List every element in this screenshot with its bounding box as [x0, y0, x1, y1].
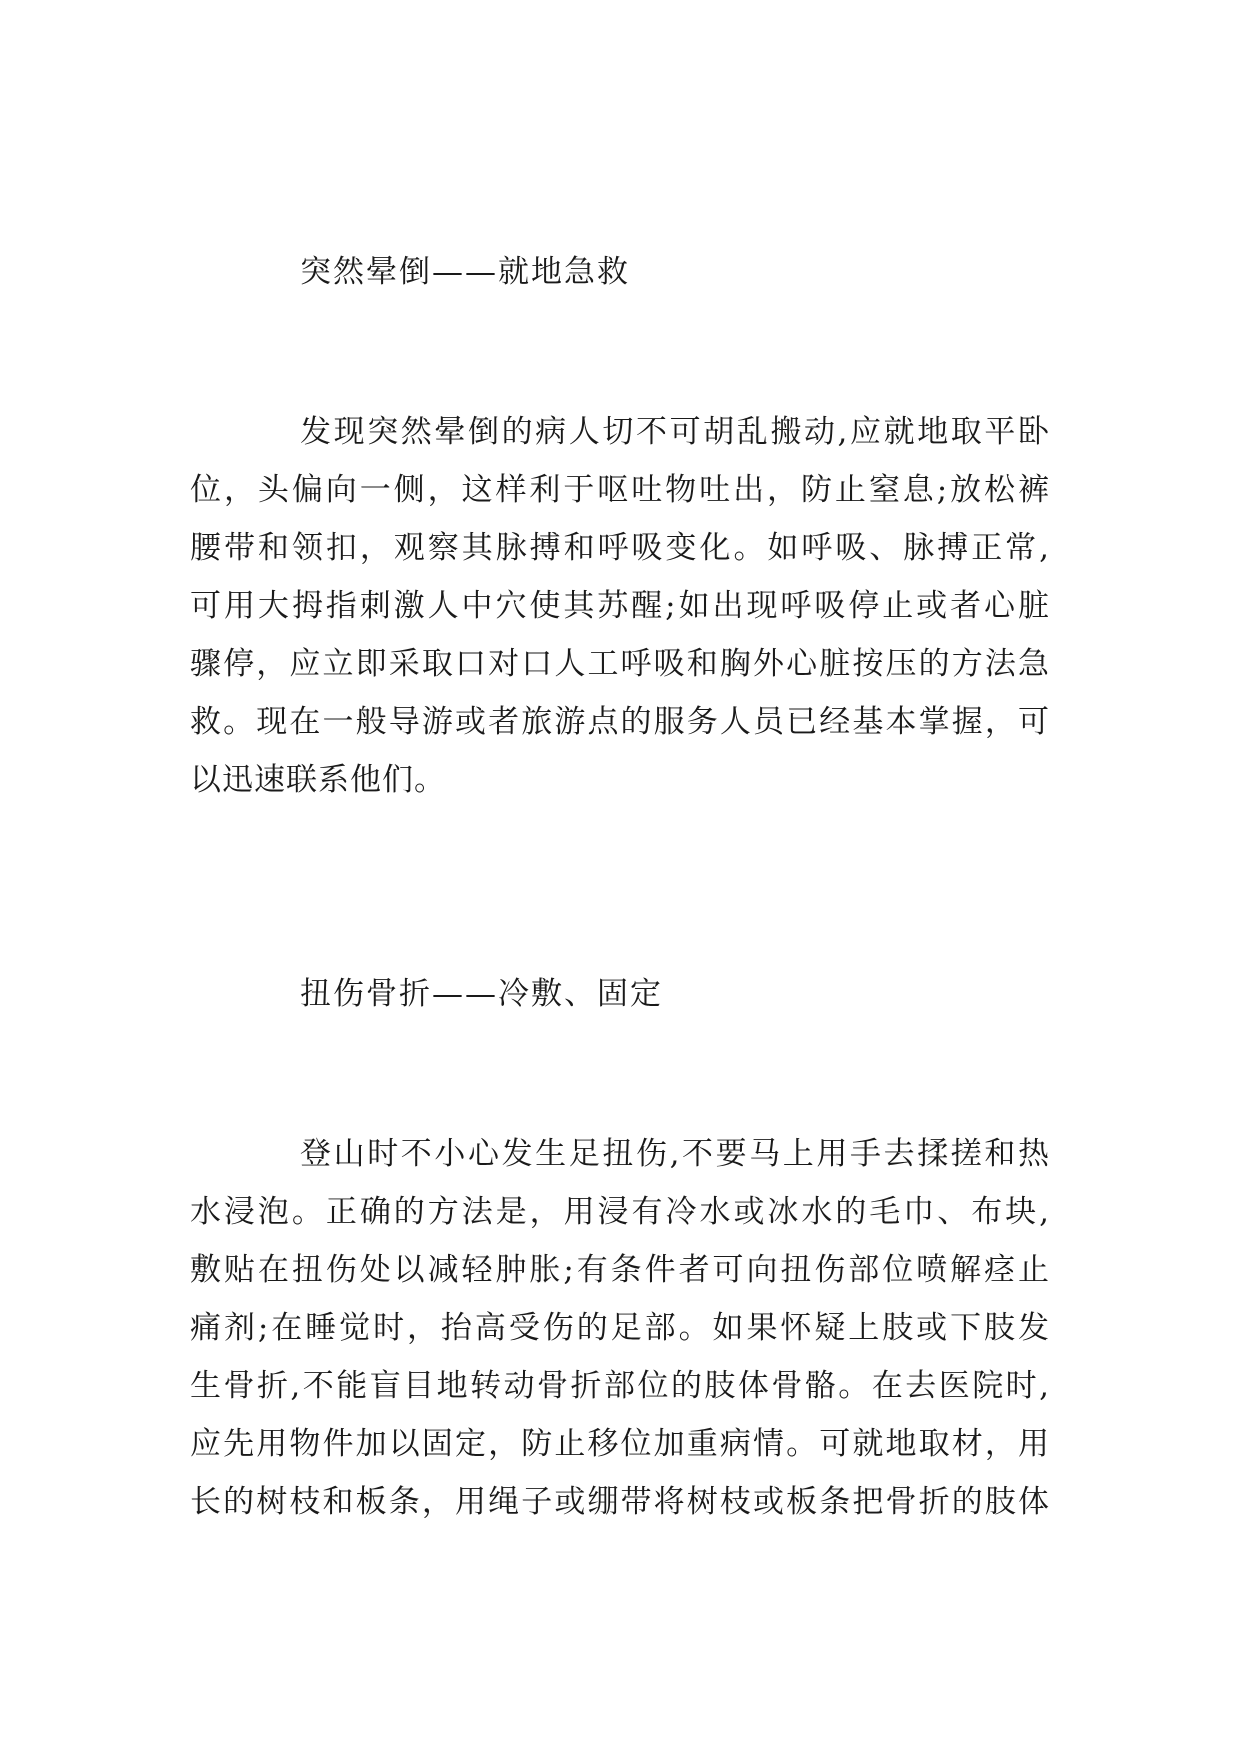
- paragraph-line: 生骨折,不能盲目地转动骨折部位的肢体骨骼。在去医院时,: [190, 1368, 1050, 1404]
- paragraph-line: 水浸泡。正确的方法是，用浸有冷水或冰水的毛巾、布块,: [190, 1194, 1050, 1230]
- section-heading-fainting: 突然晕倒——就地急救: [300, 254, 630, 290]
- section-heading-sprain-fracture: 扭伤骨折——冷敷、固定: [300, 976, 663, 1012]
- paragraph-line: 以迅速联系他们。: [190, 762, 446, 798]
- paragraph-sprain-fracture: [190, 1125, 1050, 1531]
- paragraph-line: 位，头偏向一侧，这样利于呕吐物吐出，防止窒息;放松裤: [190, 472, 1050, 508]
- paragraph-line: 发现突然晕倒的病人切不可胡乱搬动,应就地取平卧: [300, 414, 1050, 450]
- paragraph-line: 可用大拇指刺激人中穴使其苏醒;如出现呼吸停止或者心脏: [190, 588, 1050, 624]
- paragraph-line: 登山时不小心发生足扭伤,不要马上用手去揉搓和热: [300, 1136, 1050, 1172]
- paragraph-fainting: [190, 403, 1050, 809]
- paragraph-line: 长的树枝和板条，用绳子或绷带将树枝或板条把骨折的肢体: [190, 1484, 1050, 1520]
- paragraph-line: 骤停，应立即采取口对口人工呼吸和胸外心脏按压的方法急: [190, 646, 1050, 682]
- paragraph-line: 敷贴在扭伤处以减轻肿胀;有条件者可向扭伤部位喷解痉止: [190, 1252, 1050, 1288]
- paragraph-line: 腰带和领扣，观察其脉搏和呼吸变化。如呼吸、脉搏正常,: [190, 530, 1050, 566]
- paragraph-line: 救。现在一般导游或者旅游点的服务人员已经基本掌握，可: [190, 704, 1050, 740]
- paragraph-line: 痛剂;在睡觉时，抬高受伤的足部。如果怀疑上肢或下肢发: [190, 1310, 1050, 1346]
- paragraph-line: 应先用物件加以固定，防止移位加重病情。可就地取材，用: [190, 1426, 1050, 1462]
